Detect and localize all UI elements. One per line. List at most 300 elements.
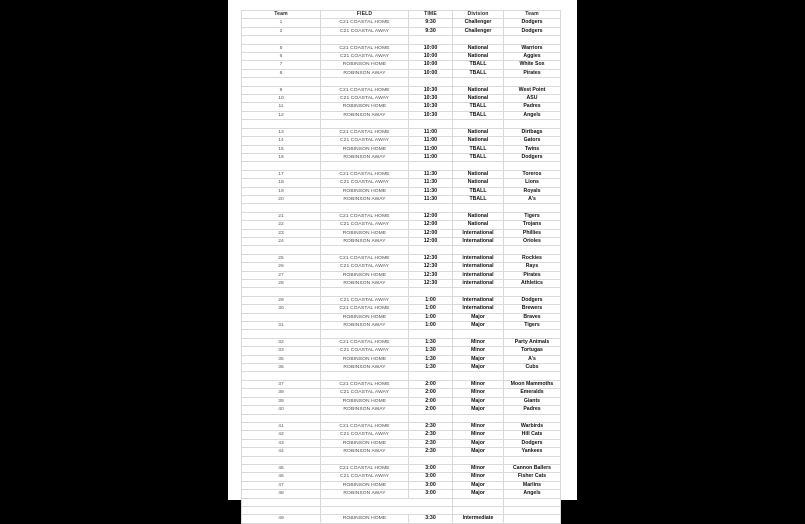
table-row [242, 195, 561, 203]
empty-cell [242, 162, 321, 170]
cell-team-name: Party Animals [504, 338, 561, 346]
cell-division: TBALL [453, 145, 504, 153]
cell-team-name: Dodgers [504, 153, 561, 161]
table-row [242, 322, 561, 330]
cell-team-name: Dodgers [504, 19, 561, 27]
cell-field: C21 COASTAL HOME [321, 86, 409, 94]
table-row [242, 153, 561, 161]
table-row [242, 271, 561, 279]
cell-team-name: Dodgers [504, 296, 561, 304]
cell-team-number: 38 [242, 389, 321, 397]
table-row [242, 179, 561, 187]
cell-team-number: 46 [242, 473, 321, 481]
cell-time: 12:00 [409, 237, 453, 245]
cell-team-number [242, 313, 321, 321]
cell-team-name: Gators [504, 137, 561, 145]
cell-team-number: 37 [242, 380, 321, 388]
cell-field: C21 COASTAL AWAY [321, 27, 409, 35]
cell-team-number: 26 [242, 263, 321, 271]
table-row [242, 53, 561, 61]
table-spacer-row [242, 120, 561, 128]
cell-time: 12:30 [409, 254, 453, 262]
cell-team-number: 24 [242, 237, 321, 245]
cell-field: C21 COASTAL HOME [321, 212, 409, 220]
cell-team-number: 33 [242, 347, 321, 355]
table-row [242, 464, 561, 472]
empty-cell [453, 456, 504, 464]
cell-field: ROBINSON AWAY [321, 406, 409, 414]
cell-time: 11:30 [409, 170, 453, 178]
cell-team-number: 29 [242, 296, 321, 304]
cell-field: C21 COASTAL HOME [321, 422, 409, 430]
empty-cell [453, 162, 504, 170]
cell-field: ROBINSON HOME [321, 229, 409, 237]
cell-field: C21 COASTAL HOME [321, 305, 409, 313]
cell-team-name: Yankees [504, 448, 561, 456]
empty-cell [453, 506, 504, 514]
cell-division: Intermediate [453, 515, 504, 523]
cell-division: Major [453, 406, 504, 414]
table-row [242, 347, 561, 355]
cell-time: 12:30 [409, 280, 453, 288]
empty-cell [242, 456, 321, 464]
cell-division: Minor [453, 473, 504, 481]
empty-cell [453, 288, 504, 296]
table-row [242, 212, 561, 220]
table-row [242, 406, 561, 414]
empty-cell [321, 414, 409, 422]
cell-team-number: 42 [242, 431, 321, 439]
cell-division: National [453, 44, 504, 52]
table-row [242, 380, 561, 388]
cell-field: ROBINSON HOME [321, 313, 409, 321]
table-row [242, 237, 561, 245]
empty-cell-merged [321, 506, 453, 514]
table-row [242, 145, 561, 153]
table-row [242, 221, 561, 229]
cell-time: 11:00 [409, 153, 453, 161]
cell-team-name: Angels [504, 490, 561, 498]
cell-time: 12:30 [409, 263, 453, 271]
cell-team-number: 32 [242, 338, 321, 346]
cell-team-number: 15 [242, 145, 321, 153]
empty-cell [242, 414, 321, 422]
empty-cell [453, 78, 504, 86]
cell-division: TBALL [453, 111, 504, 119]
cell-time: 10:00 [409, 53, 453, 61]
empty-cell [504, 120, 561, 128]
table-row [242, 170, 561, 178]
table-row [242, 389, 561, 397]
cell-field: ROBINSON AWAY [321, 195, 409, 203]
cell-division: Major [453, 355, 504, 363]
table-row [242, 27, 561, 35]
empty-cell [242, 246, 321, 254]
cell-time: 10:00 [409, 69, 453, 77]
cell-team-name: Athletics [504, 280, 561, 288]
cell-time: 3:30 [409, 515, 453, 523]
table-row [242, 128, 561, 136]
table-spacer-row [242, 36, 561, 44]
cell-team-name: Pirates [504, 69, 561, 77]
cell-team-number: 44 [242, 448, 321, 456]
empty-cell [242, 372, 321, 380]
empty-cell [504, 246, 561, 254]
cell-field: ROBINSON HOME [321, 515, 409, 523]
cell-field: C21 COASTAL HOME [321, 338, 409, 346]
table-row [242, 187, 561, 195]
cell-team-name: Warriors [504, 44, 561, 52]
table-spacer-row [242, 78, 561, 86]
cell-team-name: Giants [504, 397, 561, 405]
empty-cell [409, 120, 453, 128]
table-row [242, 61, 561, 69]
cell-field: C21 COASTAL AWAY [321, 137, 409, 145]
cell-team-number: 43 [242, 439, 321, 447]
cell-division: TBALL [453, 195, 504, 203]
cell-team-number: 23 [242, 229, 321, 237]
empty-cell [321, 372, 409, 380]
cell-team-number: 12 [242, 111, 321, 119]
cell-division: TBALL [453, 187, 504, 195]
empty-cell [242, 204, 321, 212]
cell-division: Minor [453, 380, 504, 388]
cell-team-name: Tigers [504, 212, 561, 220]
empty-cell [504, 78, 561, 86]
cell-team-number: 35 [242, 355, 321, 363]
cell-team-number: 48 [242, 490, 321, 498]
cell-team-name: Hill Cats [504, 431, 561, 439]
cell-division: Major [453, 322, 504, 330]
empty-cell [409, 414, 453, 422]
table-row [242, 355, 561, 363]
cell-team-number: 36 [242, 364, 321, 372]
cell-team-number: 41 [242, 422, 321, 430]
empty-cell [321, 162, 409, 170]
cell-division: National [453, 212, 504, 220]
empty-cell [321, 330, 409, 338]
cell-division: International [453, 229, 504, 237]
empty-cell [504, 204, 561, 212]
cell-division: Challenger [453, 19, 504, 27]
empty-cell [409, 288, 453, 296]
table-header [242, 11, 561, 19]
table-row [242, 111, 561, 119]
cell-team-name: Braves [504, 313, 561, 321]
cell-team-number: 16 [242, 153, 321, 161]
table-header-row [242, 11, 561, 19]
cell-field: ROBINSON AWAY [321, 448, 409, 456]
cell-division: Major [453, 439, 504, 447]
cell-field: ROBINSON HOME [321, 61, 409, 69]
empty-cell [504, 372, 561, 380]
empty-cell [409, 246, 453, 254]
cell-field: ROBINSON AWAY [321, 69, 409, 77]
cell-division: Major [453, 364, 504, 372]
cell-division: Major [453, 490, 504, 498]
cell-time: 2:00 [409, 397, 453, 405]
cell-team-name: Tigers [504, 322, 561, 330]
cell-time: 10:00 [409, 61, 453, 69]
cell-field: ROBINSON AWAY [321, 364, 409, 372]
cell-division: Minor [453, 464, 504, 472]
table-row [242, 364, 561, 372]
cell-field: C21 COASTAL AWAY [321, 389, 409, 397]
cell-team-number: 9 [242, 86, 321, 94]
cell-time: 11:30 [409, 187, 453, 195]
cell-team-name: Dirtbags [504, 128, 561, 136]
table-row [242, 103, 561, 111]
cell-field: C21 COASTAL AWAY [321, 296, 409, 304]
cell-team-number: 27 [242, 271, 321, 279]
empty-cell [242, 330, 321, 338]
cell-team-number: 7 [242, 61, 321, 69]
cell-division: International [453, 237, 504, 245]
cell-field: C21 COASTAL HOME [321, 44, 409, 52]
cell-team-name: Pirates [504, 271, 561, 279]
table-row [242, 229, 561, 237]
cell-division: Major [453, 397, 504, 405]
cell-team-name: Padres [504, 406, 561, 414]
empty-cell [321, 120, 409, 128]
cell-field: ROBINSON AWAY [321, 111, 409, 119]
cell-time: 1:30 [409, 364, 453, 372]
empty-cell [504, 36, 561, 44]
empty-cell [504, 330, 561, 338]
cell-time: 9:30 [409, 19, 453, 27]
cell-division: Minor [453, 347, 504, 355]
empty-cell [409, 162, 453, 170]
cell-team-number: 49 [242, 515, 321, 523]
schedule-table-container [241, 10, 560, 524]
cell-division: National [453, 53, 504, 61]
cell-division: National [453, 221, 504, 229]
column-header-division: Division [453, 11, 504, 19]
table-spacer-row [242, 162, 561, 170]
cell-division: TBALL [453, 61, 504, 69]
empty-cell [453, 246, 504, 254]
cell-time: 2:00 [409, 406, 453, 414]
column-header-team-name: Team [504, 11, 561, 19]
column-header-field: FIELD [321, 11, 409, 19]
cell-team-number: 18 [242, 179, 321, 187]
cell-time: 1:00 [409, 313, 453, 321]
empty-cell [409, 330, 453, 338]
cell-field: ROBINSON AWAY [321, 280, 409, 288]
cell-division: International [453, 296, 504, 304]
cell-field: ROBINSON AWAY [321, 237, 409, 245]
cell-division: Challenger [453, 27, 504, 35]
cell-time: 11:00 [409, 128, 453, 136]
cell-division: international [453, 254, 504, 262]
table-row [242, 397, 561, 405]
table-spacer-row [242, 288, 561, 296]
cell-division: Major [453, 313, 504, 321]
cell-team-name: Moon Mammoths [504, 380, 561, 388]
table-row [242, 431, 561, 439]
cell-field: C21 COASTAL HOME [321, 464, 409, 472]
cell-team-number: 13 [242, 128, 321, 136]
cell-division: TBALL [453, 103, 504, 111]
empty-cell [453, 414, 504, 422]
cell-field: ROBINSON HOME [321, 481, 409, 489]
empty-cell [321, 204, 409, 212]
cell-team-name: Orioles [504, 237, 561, 245]
empty-cell [409, 36, 453, 44]
cell-division: international [453, 280, 504, 288]
cell-field: ROBINSON AWAY [321, 490, 409, 498]
table-spacer-row [242, 414, 561, 422]
cell-field: C21 COASTAL AWAY [321, 95, 409, 103]
empty-cell [453, 330, 504, 338]
cell-time: 1:30 [409, 355, 453, 363]
cell-time: 11:30 [409, 195, 453, 203]
cell-time: 11:30 [409, 179, 453, 187]
table-row [242, 448, 561, 456]
table-row [242, 481, 561, 489]
cell-time: 10:30 [409, 95, 453, 103]
cell-team-name: Twins [504, 145, 561, 153]
cell-team-number: 28 [242, 280, 321, 288]
table-row [242, 86, 561, 94]
table-spacer-row [242, 330, 561, 338]
table-row [242, 19, 561, 27]
cell-time: 10:30 [409, 86, 453, 94]
cell-team-name: Cubs [504, 364, 561, 372]
empty-cell [409, 372, 453, 380]
cell-team-number: 5 [242, 44, 321, 52]
cell-time: 1:30 [409, 338, 453, 346]
cell-field: C21 COASTAL HOME [321, 19, 409, 27]
cell-field: C21 COASTAL AWAY [321, 431, 409, 439]
cell-team-name: Padres [504, 103, 561, 111]
empty-cell [504, 456, 561, 464]
cell-team-name: Dodgers [504, 27, 561, 35]
cell-team-name: A's [504, 355, 561, 363]
table-row [242, 439, 561, 447]
cell-team-name: Tortugas [504, 347, 561, 355]
cell-field: C21 COASTAL HOME [321, 380, 409, 388]
cell-time: 2:00 [409, 389, 453, 397]
cell-field: C21 COASTAL AWAY [321, 473, 409, 481]
empty-cell [321, 36, 409, 44]
cell-team-number: 20 [242, 195, 321, 203]
empty-cell [453, 204, 504, 212]
cell-team-name: A's [504, 195, 561, 203]
cell-team-number: 45 [242, 464, 321, 472]
table-row [242, 305, 561, 313]
table-row [242, 313, 561, 321]
cell-division: National [453, 179, 504, 187]
cell-team-name: Phillies [504, 229, 561, 237]
cell-team-number: 30 [242, 305, 321, 313]
empty-cell [242, 288, 321, 296]
cell-time: 12:30 [409, 271, 453, 279]
empty-cell [242, 78, 321, 86]
cell-team-name: White Sox [504, 61, 561, 69]
empty-cell [321, 456, 409, 464]
table-row [242, 422, 561, 430]
empty-cell [453, 36, 504, 44]
cell-team-name: Rockies [504, 254, 561, 262]
table-row [242, 280, 561, 288]
cell-division: National [453, 170, 504, 178]
table-spacer-row [242, 204, 561, 212]
table-row [242, 263, 561, 271]
cell-team-name: Warbirds [504, 422, 561, 430]
cell-division: Major [453, 481, 504, 489]
document-page [228, 0, 577, 522]
cell-time: 3:00 [409, 481, 453, 489]
column-header-time: TIME [409, 11, 453, 19]
cell-time: 11:00 [409, 145, 453, 153]
cell-field: C21 COASTAL AWAY [321, 53, 409, 61]
cell-team-number: 22 [242, 221, 321, 229]
empty-cell [321, 78, 409, 86]
cell-team-name: ASU [504, 95, 561, 103]
table-row [242, 44, 561, 52]
empty-cell [453, 372, 504, 380]
table-spacer-row [242, 498, 561, 506]
empty-cell [504, 162, 561, 170]
table-spacer-row [242, 506, 561, 514]
cell-team-name: Toreros [504, 170, 561, 178]
table-row [242, 69, 561, 77]
cell-team-number: 10 [242, 95, 321, 103]
empty-cell [409, 78, 453, 86]
cell-division: International [453, 305, 504, 313]
cell-team-number: 25 [242, 254, 321, 262]
cell-team-number: 31 [242, 322, 321, 330]
cell-division: National [453, 128, 504, 136]
cell-team-name: Fisher Cats [504, 473, 561, 481]
cell-division: TBALL [453, 69, 504, 77]
cell-time: 10:30 [409, 111, 453, 119]
table-spacer-row [242, 456, 561, 464]
empty-cell [409, 456, 453, 464]
table-row [242, 490, 561, 498]
cell-team-number: 11 [242, 103, 321, 111]
cell-field: ROBINSON HOME [321, 271, 409, 279]
table-spacer-row [242, 372, 561, 380]
cell-field: ROBINSON HOME [321, 397, 409, 405]
cell-team-name: Brewers [504, 305, 561, 313]
empty-cell [453, 120, 504, 128]
table-body [242, 19, 561, 523]
cell-field: ROBINSON AWAY [321, 153, 409, 161]
table-spacer-row [242, 246, 561, 254]
cell-field: ROBINSON HOME [321, 355, 409, 363]
table-row [242, 515, 561, 523]
cell-division: international [453, 271, 504, 279]
cell-time: 3:00 [409, 490, 453, 498]
cell-division: National [453, 86, 504, 94]
cell-field: ROBINSON HOME [321, 145, 409, 153]
cell-time: 12:00 [409, 229, 453, 237]
table-row [242, 95, 561, 103]
empty-cell [504, 414, 561, 422]
cell-division: National [453, 95, 504, 103]
cell-division: international [453, 263, 504, 271]
cell-field: ROBINSON HOME [321, 439, 409, 447]
cell-team-number: 8 [242, 69, 321, 77]
cell-time: 1:00 [409, 296, 453, 304]
cell-time: 1:00 [409, 305, 453, 313]
cell-field: C21 COASTAL AWAY [321, 263, 409, 271]
cell-team-number: 39 [242, 397, 321, 405]
empty-cell [242, 36, 321, 44]
table-row [242, 137, 561, 145]
